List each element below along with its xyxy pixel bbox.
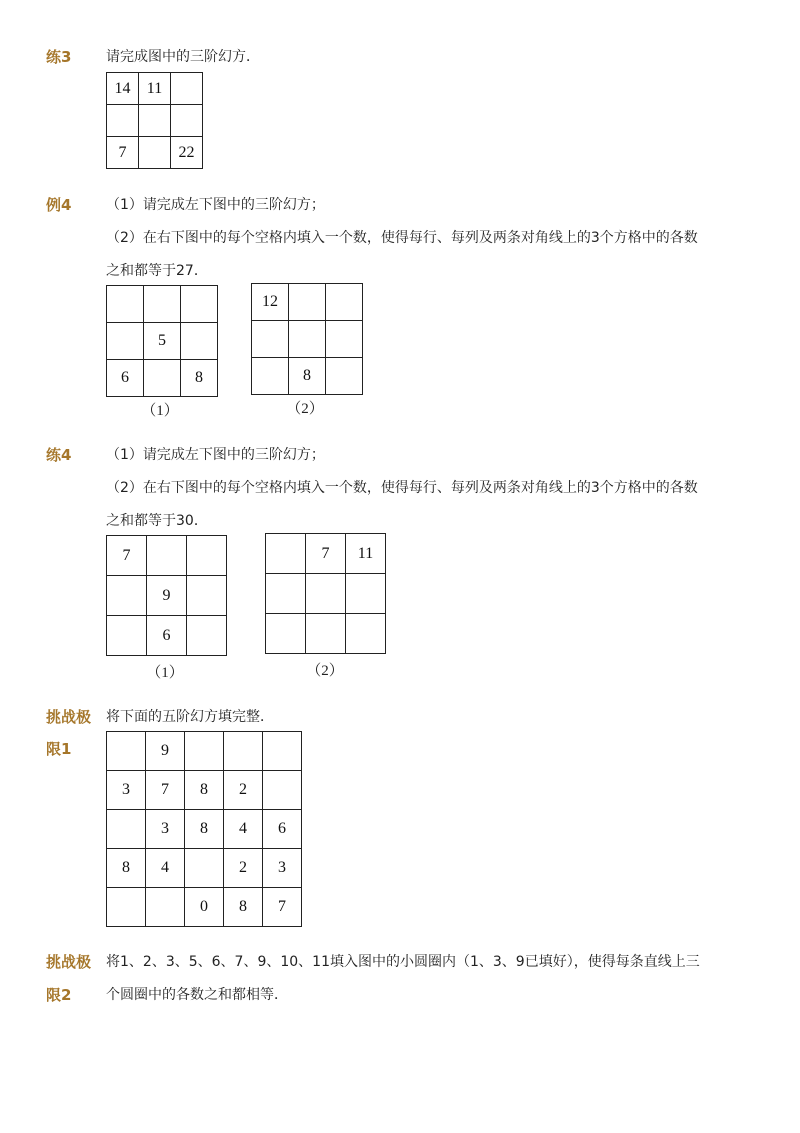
prac4-caption-2: （2） bbox=[306, 663, 344, 679]
grid-cell: 8 bbox=[185, 810, 224, 849]
grid-row bbox=[107, 536, 227, 576]
grid-cell: 6 bbox=[107, 360, 144, 397]
grid-cell: 7 bbox=[107, 137, 139, 169]
grid-cell bbox=[306, 574, 346, 614]
grid-row bbox=[107, 360, 218, 397]
ex4-line3: 之和都等于27． bbox=[106, 263, 208, 279]
grid-row bbox=[107, 323, 218, 360]
grid-cell bbox=[107, 286, 144, 323]
prac4-grid-2 bbox=[265, 533, 386, 654]
grid-cell bbox=[187, 576, 227, 616]
grid-row bbox=[107, 732, 302, 771]
ch1-label-line1: 挑战极 bbox=[46, 708, 92, 726]
grid-cell: 9 bbox=[146, 732, 185, 771]
grid-cell: 3 bbox=[107, 771, 146, 810]
ex4-line2: （2）在右下图中的每个空格内填入一个数，使得每行、每列及两条对角线上的3个方格中的各数 bbox=[106, 230, 698, 246]
grid-row bbox=[107, 888, 302, 927]
grid-cell: 4 bbox=[146, 849, 185, 888]
grid-cell: 6 bbox=[263, 810, 302, 849]
grid-row bbox=[107, 137, 203, 169]
ch1-five-order-square bbox=[106, 731, 302, 927]
ex3-label: 练3 bbox=[46, 48, 72, 66]
grid-cell bbox=[224, 732, 263, 771]
grid-cell bbox=[326, 284, 363, 321]
prac4-grid-1 bbox=[106, 535, 227, 656]
grid-cell bbox=[144, 286, 181, 323]
prac4-caption-1: （1） bbox=[146, 665, 184, 681]
grid-cell bbox=[187, 536, 227, 576]
grid-cell bbox=[185, 849, 224, 888]
grid-cell: 2 bbox=[224, 771, 263, 810]
ex4-grid-1 bbox=[106, 285, 218, 397]
grid-cell: 5 bbox=[144, 323, 181, 360]
grid-cell bbox=[289, 284, 326, 321]
grid-cell: 12 bbox=[252, 284, 289, 321]
grid-cell bbox=[266, 534, 306, 574]
grid-cell bbox=[139, 137, 171, 169]
ex4-grid-2 bbox=[251, 283, 363, 395]
grid-cell: 2 bbox=[224, 849, 263, 888]
grid-cell bbox=[263, 771, 302, 810]
grid-cell bbox=[181, 323, 218, 360]
ex4-caption-2: （2） bbox=[286, 401, 324, 417]
grid-row bbox=[107, 616, 227, 656]
grid-cell bbox=[107, 105, 139, 137]
ch2-label-line1: 挑战极 bbox=[46, 953, 92, 971]
ex4-label: 例4 bbox=[46, 196, 72, 214]
grid-cell bbox=[252, 321, 289, 358]
prac4-line3: 之和都等于30． bbox=[106, 513, 208, 529]
grid-cell: 3 bbox=[146, 810, 185, 849]
grid-cell: 11 bbox=[139, 73, 171, 105]
grid-cell: 7 bbox=[107, 536, 147, 576]
grid-row bbox=[107, 771, 302, 810]
grid-cell bbox=[146, 888, 185, 927]
grid-cell: 3 bbox=[263, 849, 302, 888]
grid-cell: 14 bbox=[107, 73, 139, 105]
grid-cell bbox=[171, 73, 203, 105]
grid-cell: 4 bbox=[224, 810, 263, 849]
ex4-caption-1: （1） bbox=[141, 403, 179, 419]
grid-row bbox=[107, 810, 302, 849]
grid-cell bbox=[266, 614, 306, 654]
grid-cell bbox=[107, 888, 146, 927]
grid-cell: 11 bbox=[346, 534, 386, 574]
grid-cell bbox=[144, 360, 181, 397]
grid-row bbox=[266, 534, 386, 574]
ch2-label-line2: 限2 bbox=[46, 986, 72, 1004]
ch2-line1: 将1、2、3、5、6、7、9、10、11填入图中的小圆圈内（1、3、9已填好），使得每条直线上三 bbox=[106, 954, 700, 970]
grid-cell bbox=[187, 616, 227, 656]
grid-cell bbox=[139, 105, 171, 137]
grid-cell: 9 bbox=[147, 576, 187, 616]
grid-row bbox=[107, 849, 302, 888]
grid-row bbox=[252, 321, 363, 358]
grid-cell bbox=[185, 732, 224, 771]
grid-cell bbox=[171, 105, 203, 137]
grid-cell bbox=[306, 614, 346, 654]
grid-cell: 8 bbox=[289, 358, 326, 395]
grid-cell: 22 bbox=[171, 137, 203, 169]
grid-cell bbox=[263, 732, 302, 771]
ch1-label-line2: 限1 bbox=[46, 740, 72, 758]
grid-row bbox=[266, 574, 386, 614]
grid-cell bbox=[326, 358, 363, 395]
grid-cell bbox=[181, 286, 218, 323]
prac4-line2: （2）在右下图中的每个空格内填入一个数，使得每行、每列及两条对角线上的3个方格中的各数 bbox=[106, 480, 698, 496]
grid-cell bbox=[107, 732, 146, 771]
ex3-text: 请完成图中的三阶幻方． bbox=[106, 49, 260, 65]
grid-cell bbox=[289, 321, 326, 358]
grid-row bbox=[107, 105, 203, 137]
grid-cell: 7 bbox=[263, 888, 302, 927]
grid-row bbox=[266, 614, 386, 654]
grid-row bbox=[107, 73, 203, 105]
grid-cell bbox=[107, 616, 147, 656]
grid-cell: 7 bbox=[306, 534, 346, 574]
grid-cell bbox=[107, 576, 147, 616]
grid-cell bbox=[252, 358, 289, 395]
grid-cell bbox=[107, 810, 146, 849]
grid-row bbox=[107, 286, 218, 323]
grid-cell bbox=[346, 614, 386, 654]
grid-cell: 8 bbox=[224, 888, 263, 927]
grid-row bbox=[107, 576, 227, 616]
grid-cell bbox=[107, 323, 144, 360]
prac4-line1: （1）请完成左下图中的三阶幻方； bbox=[106, 447, 325, 463]
ex4-line1: （1）请完成左下图中的三阶幻方； bbox=[106, 197, 325, 213]
grid-cell: 6 bbox=[147, 616, 187, 656]
ch2-line2: 个圆圈中的各数之和都相等． bbox=[106, 987, 288, 1003]
grid-cell: 7 bbox=[146, 771, 185, 810]
grid-row bbox=[252, 284, 363, 321]
grid-cell: 8 bbox=[185, 771, 224, 810]
grid-cell: 8 bbox=[107, 849, 146, 888]
grid-cell bbox=[266, 574, 306, 614]
grid-cell bbox=[346, 574, 386, 614]
ch1-text: 将下面的五阶幻方填完整． bbox=[106, 709, 274, 725]
ex3-magic-square bbox=[106, 72, 203, 169]
grid-row bbox=[252, 358, 363, 395]
grid-cell bbox=[326, 321, 363, 358]
grid-cell bbox=[147, 536, 187, 576]
grid-cell: 8 bbox=[181, 360, 218, 397]
prac4-label: 练4 bbox=[46, 446, 72, 464]
grid-cell: 0 bbox=[185, 888, 224, 927]
